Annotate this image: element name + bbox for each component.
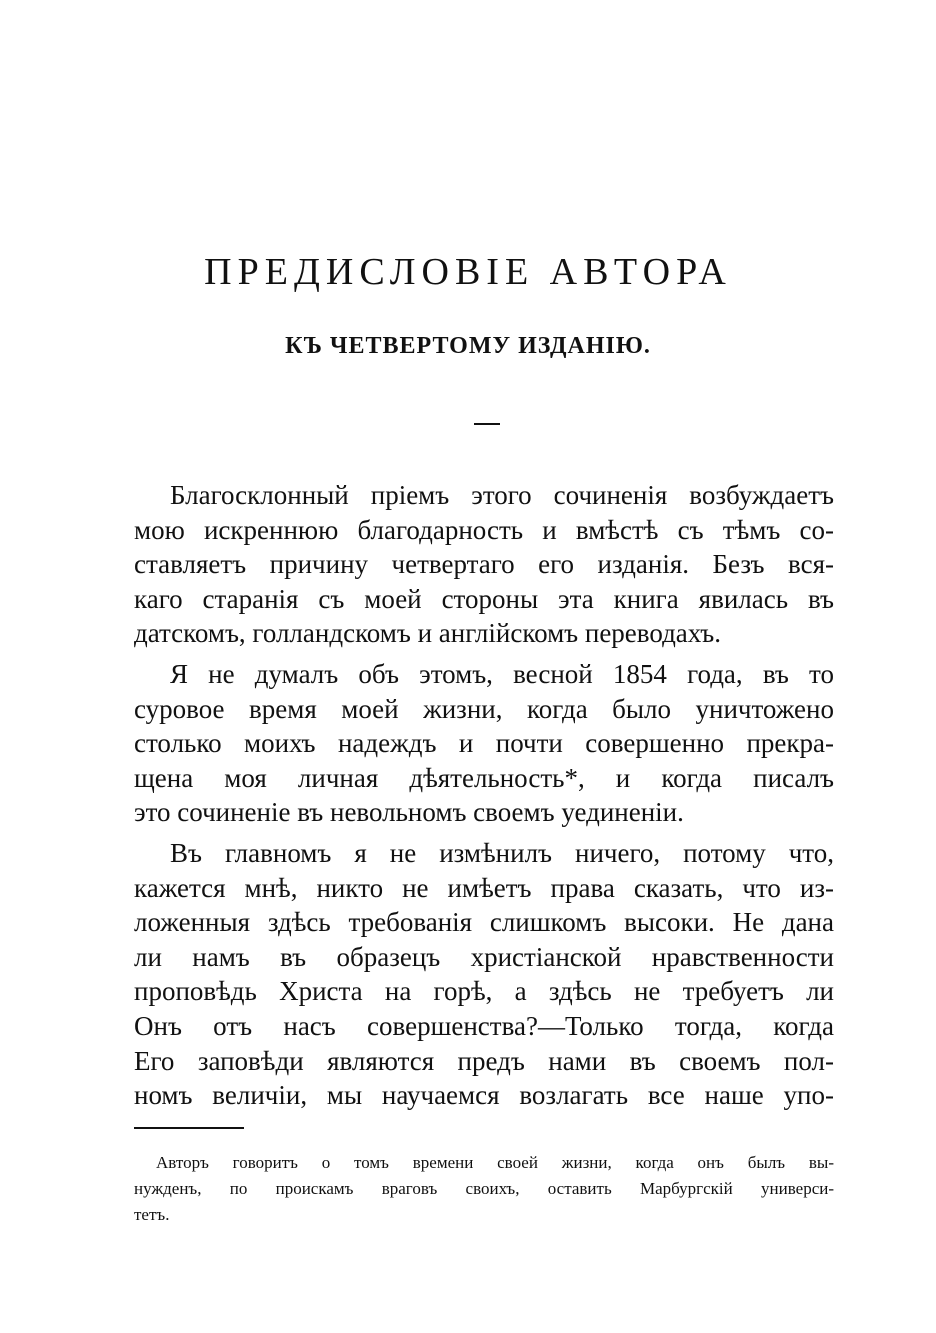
text-line: это сочиненіе въ невольномъ своемъ уединеніи. bbox=[134, 797, 684, 828]
paragraph-2 bbox=[134, 657, 834, 830]
footnote-line: тетъ. bbox=[134, 1205, 170, 1224]
footnote bbox=[134, 1150, 834, 1228]
text-line: Я не думалъ объ этомъ, весной 1854 года, въ то bbox=[170, 658, 834, 689]
page-title: ПРЕДИСЛОВІЕ АВТОРА bbox=[204, 251, 732, 293]
page-subtitle: КЪ ЧЕТВЕРТОМУ ИЗДАНІЮ. bbox=[285, 333, 651, 359]
text-line: суровое время моей жизни, когда было уничтожено bbox=[134, 693, 834, 724]
text-line: ставляетъ причину четвертаго его изданія. Безъ вся- bbox=[134, 549, 834, 580]
text-line: Его заповѣди являются предъ нами въ своемъ пол- bbox=[134, 1045, 834, 1076]
text-line: мою искреннюю благодарность и вмѣстѣ съ тѣмъ со- bbox=[134, 514, 834, 545]
text-line: щена моя личная дѣятельность*, и когда писалъ bbox=[134, 762, 834, 793]
footnote-rule bbox=[134, 1127, 244, 1129]
text-line: столько моихъ надеждъ и почти совершенно прекра- bbox=[134, 728, 834, 759]
text-line: датскомъ, голландскомъ и англійскомъ переводахъ. bbox=[134, 618, 721, 649]
text-line: Благосклонный пріемъ этого сочиненія возбуждаетъ bbox=[170, 480, 834, 510]
text-line: проповѣдь Христа на горѣ, а здѣсь не требуетъ ли bbox=[134, 976, 834, 1007]
paragraph-1 bbox=[134, 478, 834, 651]
text-line: Онъ отъ насъ совершенства?—Только тогда, когда bbox=[134, 1010, 834, 1041]
footnote-line: нужденъ, по проискамъ враговъ своихъ, оставить Марбургскій универси- bbox=[134, 1179, 834, 1198]
body-text bbox=[134, 478, 834, 1119]
text-line: кажется мнѣ, никто не имѣетъ права сказать, что из- bbox=[134, 872, 834, 903]
title-divider bbox=[474, 423, 500, 425]
text-line: номъ величіи, мы научаемся возлагать все наше упо- bbox=[134, 1080, 834, 1111]
text-line: Въ главномъ я не измѣнилъ ничего, потому что, bbox=[170, 837, 834, 868]
paragraph-3 bbox=[134, 836, 834, 1113]
footnote-line: Авторъ говоритъ о томъ времени своей жизни, когда онъ былъ вы- bbox=[156, 1153, 834, 1172]
text-line: ложенныя здѣсь требованія слишкомъ высоки. Не дана bbox=[134, 907, 834, 938]
text-line: ли намъ въ образецъ христіанской нравственности bbox=[134, 941, 834, 972]
text-line: каго старанія съ моей стороны эта книга явилась въ bbox=[134, 583, 834, 614]
